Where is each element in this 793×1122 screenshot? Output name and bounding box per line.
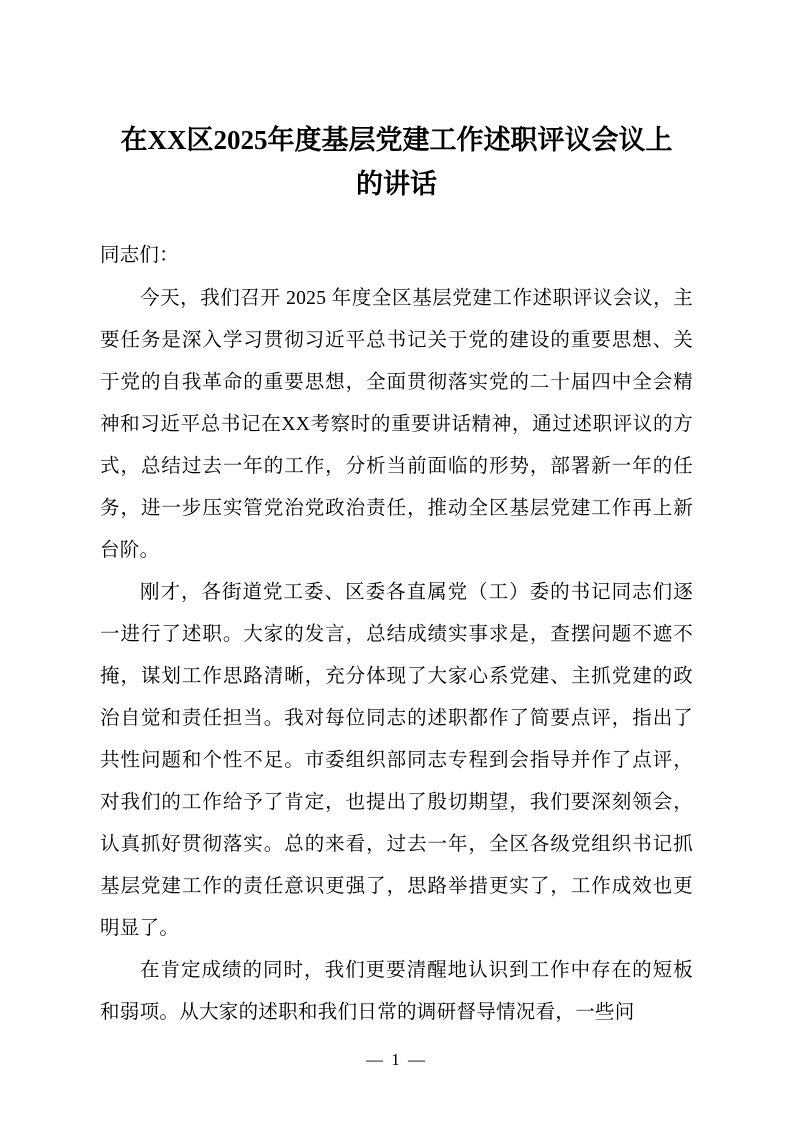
page-title: 在XX区2025年度基层党建工作述职评议会议上的讲话	[120, 125, 673, 199]
page-number-footer	[0, 1050, 793, 1070]
paragraph-1: 今天，我们召开 2025 年度全区基层党建工作述职评议会议，主要任务是深入学习贯彻习近平总书记关于党的建设的重要思想、关于党的自我革命的重要思想，全面贯彻落实党的二十届四中全会精神和习近平总书记在XX考察时的重要讲话精神，通过述职评议的方式，总结过去一年的工作，分析当前面临的形势，部署新一年的任务，进一步压实管党治党政治责任，推动全区基层党建工作再上新台阶。	[100, 288, 693, 561]
page-number-label: — 1 —	[366, 1050, 427, 1069]
salutation: 同志们：	[100, 245, 179, 266]
paragraph-3: 在肯定成绩的同时，我们更要清醒地认识到工作中存在的短板和弱项。从大家的述职和我们日常的调研督导情况看，一些问	[100, 960, 693, 1023]
paragraph-2: 刚才，各街道党工委、区委各直属党（工）委的书记同志们逐一进行了述职。大家的发言，总结成绩实事求是，查摆问题不遮不掩，谋划工作思路清晰，充分体现了大家心系党建、主抓党建的政治自觉和责任担当。我对每位同志的述职都作了简要点评，指出了共性问题和个性不足。市委组织部同志专程到会指导并作了点评，对我们的工作给予了肯定，也提出了殷切期望，我们要深刻领会，认真抓好贯彻落实。总的来看，过去一年，全区各级党组织书记抓基层党建工作的责任意识更强了，思路举措更实了，工作成效也更明显了。	[100, 582, 693, 939]
document-body	[100, 240, 693, 1034]
